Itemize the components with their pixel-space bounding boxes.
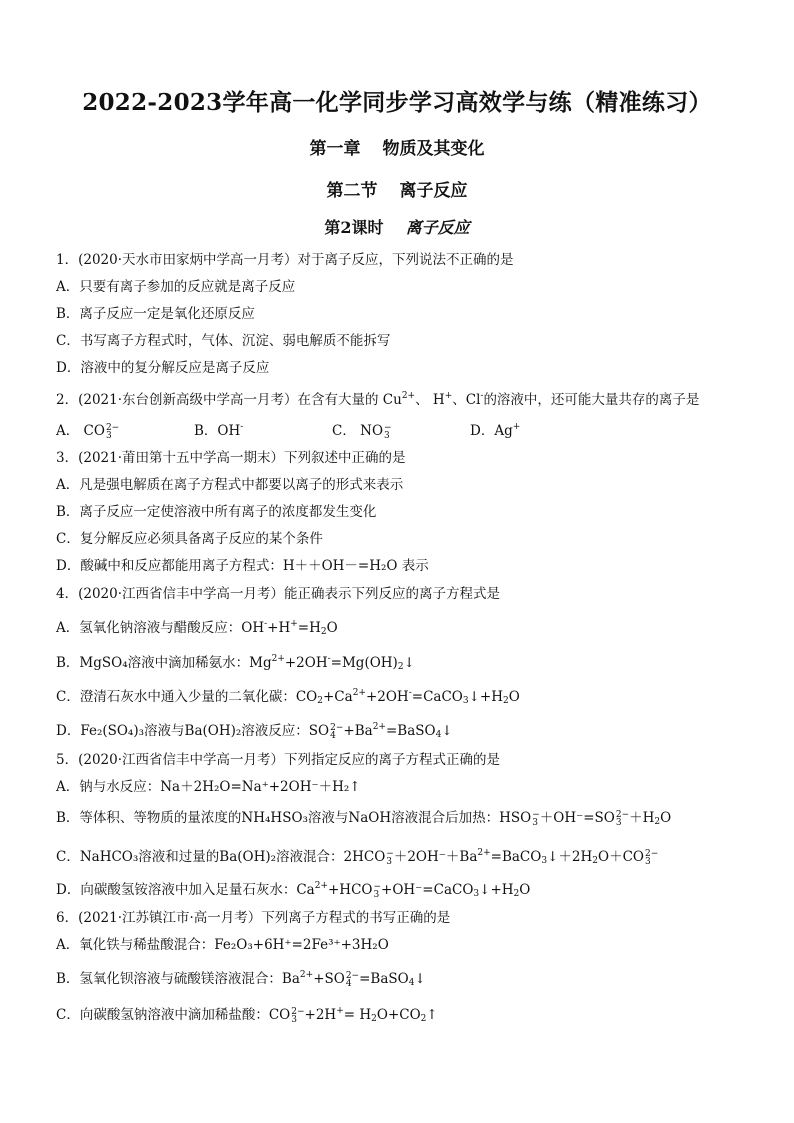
q2-option-d: D．Ag+ bbox=[470, 422, 521, 439]
q2-option-b: B．OH- bbox=[194, 422, 244, 439]
chapter-number: 第一章 bbox=[309, 139, 361, 159]
q6-option-a: A．氧化铁与稀盐酸混合：Fe₂O₃+6H⁺=2Fe³⁺+3H₂O bbox=[56, 937, 389, 953]
document-title: 2022-2023学年高一化学同步学习高效学与练（精准练习） bbox=[82, 89, 712, 116]
q6-option-c: C．向碳酸氢钠溶液中滴加稀盐酸：CO 2− 3 $+2H^+= H_2O+CO_2↑$ bbox=[56, 1006, 438, 1025]
q3-option-a: A．凡是强电解质在离子方程式中都要以离子的形式来表示 bbox=[56, 477, 404, 493]
q2-option-a: A． CO 2− 3 bbox=[56, 422, 120, 441]
q2-stem: 2．(2021·东台创新高级中学高一月考）在含有大量的 $Cu^{2+}$、 H+、Cl-的溶液中，还可能大量共存的离子是 bbox=[56, 391, 700, 408]
q4-option-b: B．MgSO₄溶液中滴加稀氨水：$Mg^{2+}+2OH^-=Mg(OH)_2↓$ bbox=[56, 654, 415, 672]
q1-option-c: C．书写离子方程式时，气体、沉淀、弱电解质不能拆写 bbox=[56, 333, 391, 349]
q5-option-a: A．钠与水反应：Na＋2H₂O=Na⁺+2OH⁻＋H₂↑ bbox=[56, 779, 361, 795]
q1-option-b: B．离子反应一定是氧化还原反应 bbox=[56, 306, 255, 322]
section-name: 离子反应 bbox=[399, 181, 468, 201]
lesson-number: 第2课时 bbox=[324, 218, 384, 237]
section-number: 第二节 bbox=[326, 181, 378, 201]
chapter-name: 物质及其变化 bbox=[382, 139, 485, 159]
q3-option-d: D．酸碱中和反应都能用离子方程式：H＋＋OH－=H₂O 表示 bbox=[56, 558, 429, 574]
section-heading bbox=[0, 176, 794, 201]
chapter-heading bbox=[0, 134, 794, 159]
lesson-heading bbox=[0, 215, 794, 238]
q5-option-b: B．等体积、等物质的量浓度的NH₄HSO₃溶液与NaOH溶液混合后加热：HSO − 3 ＋OH⁻=SO 2− 3 $+H_2O$ bbox=[56, 809, 672, 828]
q5-option-d: D．向碳酸氢铵溶液中加入足量石灰水：$Ca^{2+}+HCO$ − 3 $+OH^-=CaCO_3↓+H_2O$ bbox=[56, 881, 531, 900]
q2-option-c: C． NO − 3 bbox=[332, 422, 392, 441]
q4-option-c: C．澄清石灰水中通入少量的二氧化碳：$CO_2+Ca^{2+}+2OH^-=CaCO_3↓+H_2O$ bbox=[56, 688, 520, 706]
q1-option-a: A．只要有离子参加的反应就是离子反应 bbox=[56, 279, 296, 295]
q2-options bbox=[56, 418, 756, 440]
q4-option-d: D．Fe₂(SO₄)₃溶液与Ba(OH)₂溶液反应：SO 2− 4 $+Ba^{2+}=BaSO_4↓$ bbox=[56, 722, 453, 741]
q6-stem: 6．(2021·江苏镇江市·高一月考）下列离子方程式的书写正确的是 bbox=[56, 910, 451, 926]
q3-stem: 3．(2021·莆田第十五中学高一期末）下列叙述中正确的是 bbox=[56, 450, 406, 466]
q3-option-b: B．离子反应一定使溶液中所有离子的浓度都发生变化 bbox=[56, 504, 377, 520]
q5-stem: 5．(2020·江西省信丰中学高一月考）下列指定反应的离子方程式正确的是 bbox=[56, 752, 501, 768]
q5-option-c: C．NaHCO₃溶液和过量的Ba(OH)₂溶液混合：2HCO − 3 $+2OH^-+Ba^{2+}=BaCO_3↓+2H_2O+CO$ 2− 3 bbox=[56, 848, 659, 867]
lesson-name: 离子反应 bbox=[405, 218, 470, 237]
q4-option-a: A．氢氧化钠溶液与醋酸反应：$OH^-+H^+=H_2O$ bbox=[56, 619, 338, 637]
q3-option-c: C．复分解反应必须具备离子反应的某个条件 bbox=[56, 531, 323, 547]
q1-stem: 1．(2020·天水市田家炳中学高一月考）对于离子反应，下列说法不正确的是 bbox=[56, 252, 514, 268]
q1-option-d: D．溶液中的复分解反应是离子反应 bbox=[56, 360, 270, 376]
q4-stem: 4．(2020·江西省信丰中学高一月考）能正确表示下列反应的离子方程式是 bbox=[56, 586, 501, 602]
q6-option-b: B．氢氧化钡溶液与硫酸镁溶液混合：$Ba^{2+}+SO$ 2− 4 =BaSO$_4$↓ bbox=[56, 970, 426, 989]
